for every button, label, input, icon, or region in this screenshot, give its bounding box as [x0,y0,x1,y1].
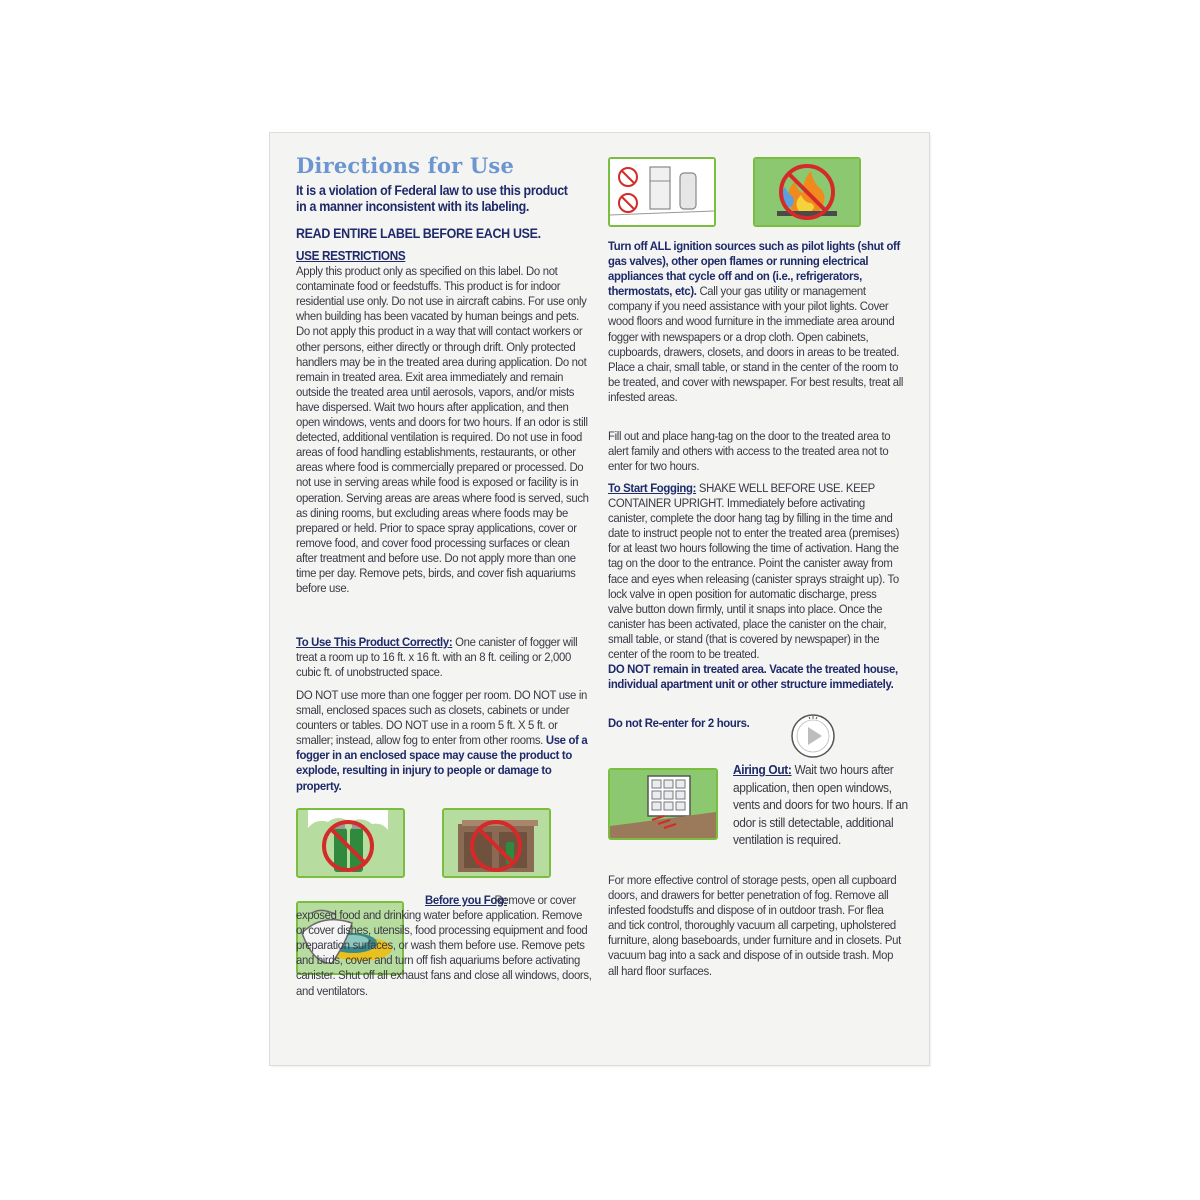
appliances-image [608,157,716,227]
use-restrictions-heading: USE RESTRICTIONS [296,249,406,263]
airing-out-heading: Airing Out: [733,762,792,777]
appliances-icon [610,159,714,225]
storage-pests-section: For more effective control of storage pests, open all cupboard doors, and drawers for better penetration of fog. Remove all infested foodstuffs and dispose of in outdoor trash. For flea and tick control, thoroughly vacuum all carpeting, upholstered furniture, along baseboards, under furniture and in closets. Put vacuum bag into a sack and dispose of in outside trash. Mop all hard floor surfaces. [608,873,901,978]
do-not-body: DO NOT use more than one fogger per room. DO NOT use in small, enclosed spaces such as closets, cabinets or under counters or tables. DO NOT use in a room 5 ft. X 5 ft. or smaller; instead, allow fog to enter from other rooms. [296,688,587,748]
no-multiple-foggers-image [296,808,405,878]
reenter-notice: Do not Re-enter for 2 hours. [608,716,750,730]
open-window-icon [610,770,716,838]
read-label-notice: READ ENTIRE LABEL BEFORE EACH USE. [296,226,541,241]
federal-law-notice: It is a violation of Federal law to use this product in a manner inconsistent with its labeling. [296,183,568,214]
ignition-warning: Turn off ALL ignition sources such as pilot lights (shut off gas valves), other open flames or running electrical appliances that cycle off and on (i.e., refrigerators, thermostats, etc). [608,239,900,299]
start-fogging-body: SHAKE WELL BEFORE USE. KEEP CONTAINER UPRIGHT. Immediately before activating canister, complete the door hang tag by filling in the time and date to instruct people not to enter the treated area (premises) for at least two hours following the time of activation. Hang the tag on the door to the entrance. Point the canister away from face and eyes when releasing (canister sprays straight up). To lock valve in open position for automatic discharge, press valve button down firmly, until it snaps into place. Once the canister has been activated, place the canister on the chair, small table, or stand (that is covered by newspaper) in the center of the room to be treated. [608,481,900,662]
no-flames-image [753,157,861,227]
start-fogging-heading: To Start Fogging: [608,481,697,495]
correct-use-body: One canister of fogger will treat a room up to 16 ft. x 16 ft. with an 8 ft. ceiling or 2,000 cubic ft. of unobstructed space. [296,635,578,680]
label-panel [270,133,929,1065]
correct-use-heading: To Use This Product Correctly: [296,635,453,649]
vacate-warning: DO NOT remain in treated area. Vacate the treated house, individual apartment unit or other structure immediately. [608,662,898,692]
start-fogging-section [608,481,926,692]
use-restrictions-body: Apply this product only as specified on this label. Do not contaminate food or feedstuffs. This product is for indoor residential use only. Do not use in aircraft cabins. For use only when building has been vacated by human beings and pets. Do not apply this product in a way that will contact workers or other persons, either directly or through drift. Only protected handlers may be in the treated area during application. Do not remain in treated area. Exit area immediately and remain outside the treated area until aerosols, vapors, and/or mists have dispersed. Wait two hours after application, and then open windows, vents and doors for two hours. If an odor is still detected, additional ventilation is required. Do not use in food areas of food handling establishments, restaurants, or other areas where food is commercially prepared or processed. Do not use in serving areas while food is exposed or facility is in operation. Serving areas are areas where food is served, such as dining rooms, but excluding areas where foods may be prepared or held. Prior to space spray applications, cover or remove food, and cover food processing surfaces or clean after treatment and before use. Do not apply more than one time per day. Remove pets, birds, and cover fish aquariums before use. [296,264,589,596]
airing-out-body: Wait two hours after application, then open windows, vents and doors for two hours. If an odor is still detectable, additional ventilation is required. [733,762,908,848]
no-cabinet-use-image [442,808,551,878]
correct-use-section [296,635,614,680]
airing-out-section [733,761,923,849]
before-fog-body-wrap [296,893,614,999]
clock-icon [790,713,836,759]
before-fog-body: Remove or cover exposed food and drinking water before application. Remove or cover dishes, utensils, food processing equipment and food preparation surfaces, or wash them before use. Remove pets and birds, cover and turn off fish aquariums before activating canister. Shut off all exhaust fans and close all windows, doors, and ventilators. [296,893,592,998]
no-open-flame-icon [755,159,859,225]
open-window-image [608,768,718,840]
no-multiple-foggers-icon [298,810,403,876]
before-fog-heading: Before you Fog: [425,893,508,907]
do-not-section [296,688,614,794]
no-cabinet-icon [444,810,549,876]
use-restrictions-section [296,249,614,596]
ignition-section [608,239,926,405]
explosion-warning: Use of a fogger in an enclosed space may cause the product to explode, resulting in injury to people or damage to property. [296,733,588,793]
ignition-body: Call your gas utility or management company if you need assistance with your pilot lights. Cover wood floors and wood furniture in the immediate area around fogger with newspapers or a drop cloth. Open cabinets, cupboards, drawers, closets, and doors in areas to be treated. Place a chair, small table, or stand in the center of the room to be treated, and cover with newspaper. For best results, treat all infested areas. [608,284,904,404]
page-title: Directions for Use [296,153,514,178]
hang-tag-section: Fill out and place hang-tag on the door to the treated area to alert family and others with access to the treated area not to enter for two hours. [608,429,891,474]
